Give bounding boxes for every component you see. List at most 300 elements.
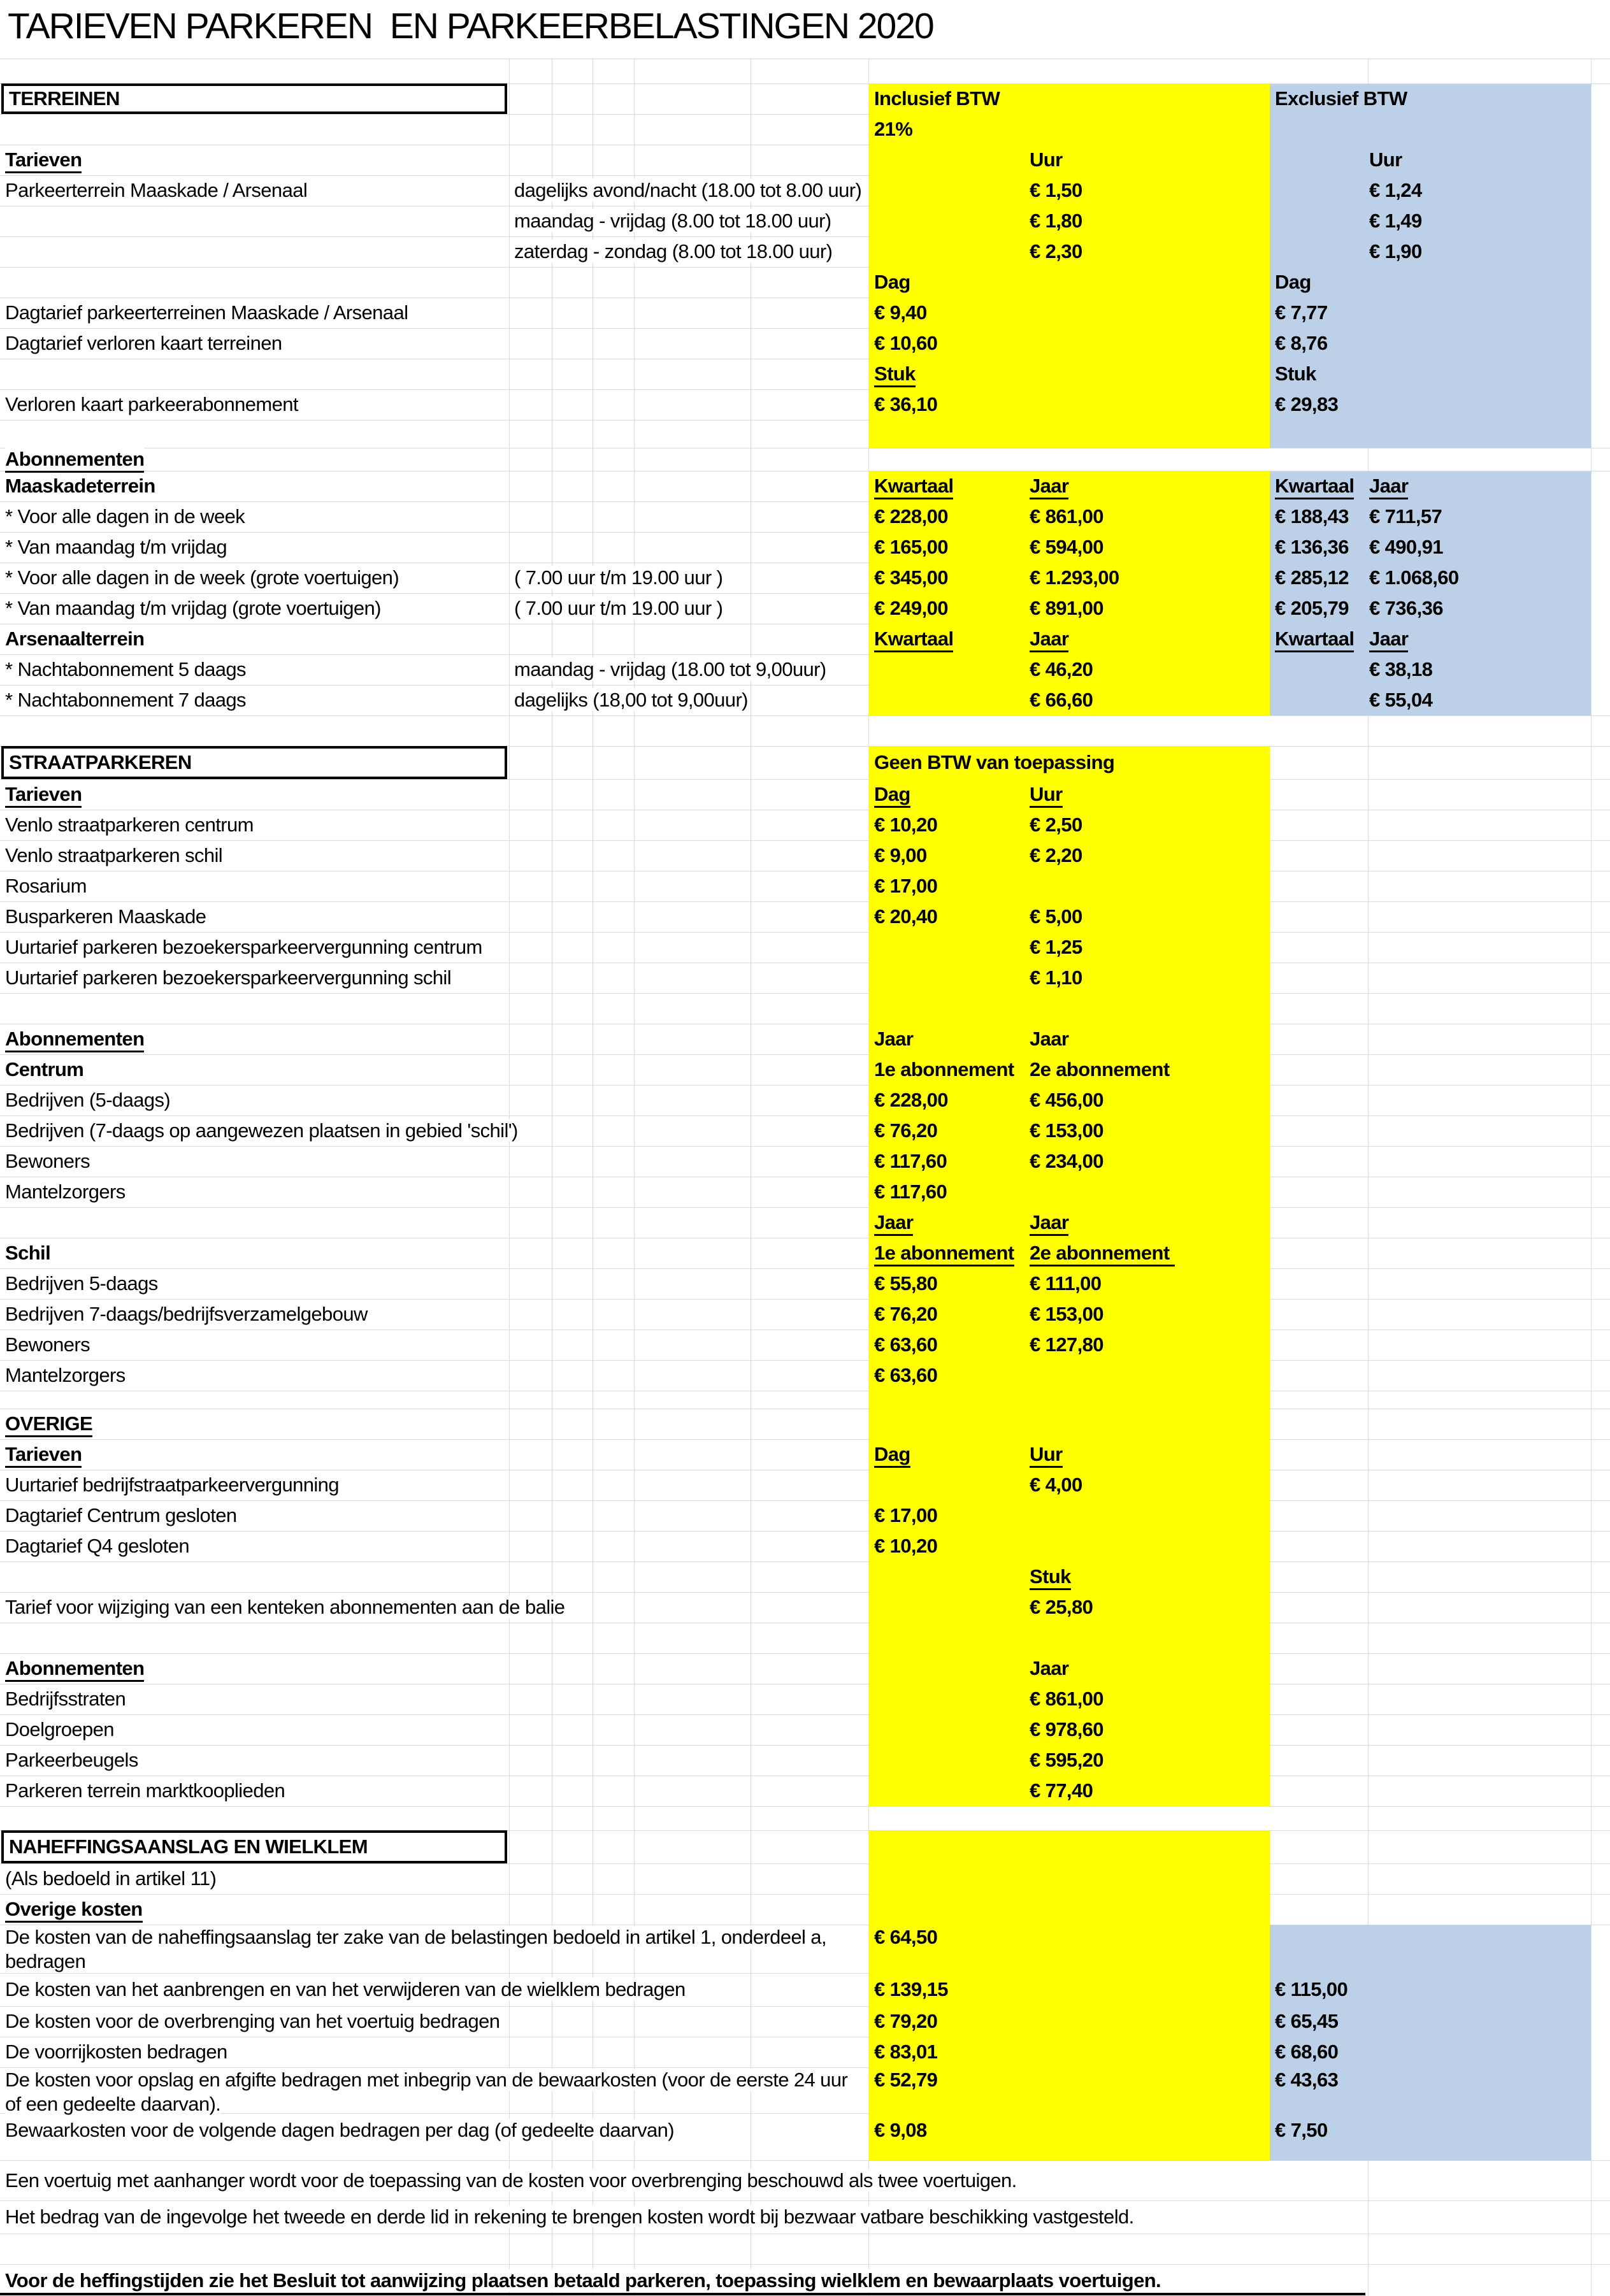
price-cell-excl-1: € 43,63 xyxy=(1275,2069,1339,2091)
price-cell-incl-1 xyxy=(874,1977,948,2002)
price-cell-incl-1 xyxy=(874,1333,937,1357)
row-label xyxy=(5,566,399,590)
section-box-label: TERREINEN xyxy=(9,87,120,110)
price-cell-incl-1 xyxy=(874,1503,937,1528)
section-box-label: NAHEFFINGSAANSLAG EN WIELKLEM xyxy=(9,1835,368,1858)
price-cell-excl-2: € 711,57 xyxy=(1369,505,1442,527)
row-label: Tarief voor wijziging van een kenteken abonnementen aan de balie xyxy=(5,1596,565,1618)
row-label xyxy=(5,1088,170,1112)
price-cell-incl-2: € 1,10 xyxy=(1030,966,1082,989)
table-row xyxy=(0,1360,1610,1391)
row-label: * Nachtabonnement 5 daags xyxy=(5,658,246,680)
price-cell-incl-1 xyxy=(874,782,910,807)
price-cell-excl-1: € 7,50 xyxy=(1275,2119,1328,2141)
price-cell-excl-2 xyxy=(1369,627,1408,651)
table-row xyxy=(0,471,1610,501)
row-sublabel xyxy=(514,209,831,233)
price-cell-incl-2 xyxy=(1030,1088,1103,1112)
price-cell-incl-1 xyxy=(874,1149,947,1173)
price-cell-incl-1: € 55,80 xyxy=(874,1272,938,1295)
price-cell-incl-1 xyxy=(874,1058,1014,1082)
price-cell-excl-1: € 205,79 xyxy=(1275,597,1349,619)
row-label xyxy=(5,627,144,651)
price-cell-incl-1 xyxy=(874,627,953,651)
row-label xyxy=(5,474,155,498)
row-sublabel: dagelijks (18,00 tot 9,00uur) xyxy=(514,689,748,711)
price-cell-incl-1: Kwartaal xyxy=(874,628,953,652)
row-label xyxy=(5,1119,518,1143)
price-cell-incl-2: € 594,00 xyxy=(1030,536,1103,558)
price-cell-incl-1 xyxy=(874,1534,937,1558)
price-cell-incl-2 xyxy=(1030,535,1103,559)
row-label: De kosten van het aanbrengen en van het verwijderen van de wielklem bedragen xyxy=(5,1978,686,2000)
table-row xyxy=(0,1207,1610,1238)
price-cell-excl-2 xyxy=(1369,474,1408,498)
table-row xyxy=(0,779,1610,810)
row-label: Venlo straatparkeren centrum xyxy=(5,814,254,836)
price-cell-incl-2: € 127,80 xyxy=(1030,1333,1103,1356)
row-label xyxy=(5,1473,339,1497)
table-row xyxy=(0,624,1610,654)
table-row xyxy=(0,1268,1610,1299)
price-cell-excl-1: € 285,12 xyxy=(1275,566,1349,589)
row-label: Overige kosten xyxy=(5,1898,143,1923)
price-cell-incl-2 xyxy=(1030,627,1068,651)
price-cell-incl-1: € 36,10 xyxy=(874,393,938,415)
row-label: De kosten van de naheffingsaanslag ter zake van de belastingen bedoeld in artikel 1, onderdeel a, bedragen xyxy=(5,1926,826,1972)
price-cell-incl-2 xyxy=(1030,1241,1175,1265)
price-cell-incl-2 xyxy=(1030,505,1103,529)
price-cell-incl-1 xyxy=(874,474,953,498)
table-row xyxy=(0,1894,1610,1925)
price-cell-incl-2 xyxy=(1030,966,1082,990)
price-cell-excl-2: € 38,18 xyxy=(1369,658,1433,680)
price-cell-incl-2 xyxy=(1030,209,1082,233)
price-cell-incl-1 xyxy=(874,1272,937,1296)
price-cell-excl-1: € 7,77 xyxy=(1275,301,1328,324)
row-label: Dagtarief verloren kaart terreinen xyxy=(5,332,282,354)
price-cell-incl-1: € 9,08 xyxy=(874,2119,927,2141)
section-box-label: STRAATPARKEREN xyxy=(9,751,192,773)
row-label: Tarieven xyxy=(5,1443,82,1468)
price-cell-excl-1: € 65,45 xyxy=(1275,2010,1339,2032)
row-label xyxy=(5,1977,686,2002)
price-cell-excl-1: € 29,83 xyxy=(1275,393,1339,415)
price-cell-incl-1: € 64,50 xyxy=(874,1926,938,1948)
row-sublabel: ( 7.00 uur t/m 19.00 uur ) xyxy=(514,566,723,589)
price-cell-incl-1 xyxy=(874,905,937,929)
row-label xyxy=(5,1656,144,1681)
price-cell-excl-2 xyxy=(1369,535,1443,559)
price-cell-incl-1 xyxy=(874,1442,910,1467)
price-cell-incl-2: Jaar xyxy=(1030,628,1068,652)
price-cell-incl-2: € 1.293,00 xyxy=(1030,566,1119,589)
table-row xyxy=(0,2037,1610,2067)
price-cell-excl-1 xyxy=(1275,596,1349,621)
price-cell-incl-1: € 139,15 xyxy=(874,1978,948,2000)
table-row xyxy=(0,114,1610,145)
row-label xyxy=(5,1272,158,1296)
price-cell-excl-1 xyxy=(1275,474,1354,498)
table-row xyxy=(0,359,1610,389)
price-cell-incl-2: Stuk xyxy=(1030,1565,1071,1590)
price-cell-incl-1: € 63,60 xyxy=(874,1364,938,1386)
price-cell-incl-2 xyxy=(1030,1272,1101,1296)
price-cell-incl-1 xyxy=(874,813,937,837)
price-cell-incl-2 xyxy=(1030,1119,1103,1143)
row-label: Het bedrag van de ingevolge het tweede en derde lid in rekening te brengen kosten wordt bij bezwaar vatbare beschikking vastgesteld. xyxy=(5,2206,1134,2228)
price-cell-incl-2 xyxy=(1030,1565,1071,1589)
row-label: Mantelzorgers xyxy=(5,1180,126,1203)
price-cell-incl-1 xyxy=(874,2009,937,2034)
row-label: * Voor alle dagen in de week xyxy=(5,505,245,527)
price-cell-incl-2 xyxy=(1030,843,1082,868)
price-cell-incl-1 xyxy=(874,750,1114,775)
price-cell-incl-1: Inclusief BTW xyxy=(874,87,1000,110)
price-cell-incl-1 xyxy=(874,331,937,355)
row-label: Bewoners xyxy=(5,1150,90,1172)
row-label: (Als bedoeld in artikel 11) xyxy=(5,1867,217,1890)
table-row xyxy=(0,1745,1610,1776)
price-cell-incl-2: € 891,00 xyxy=(1030,597,1103,619)
table-row xyxy=(0,448,1610,471)
table-row xyxy=(0,1623,1610,1653)
row-label xyxy=(5,1149,90,1173)
price-cell-excl-2 xyxy=(1369,209,1422,233)
row-label: Dagtarief parkeerterreinen Maaskade / Arsenaal xyxy=(5,301,408,324)
row-label: * Voor alle dagen in de week (grote voertuigen) xyxy=(5,566,399,589)
price-cell-excl-1 xyxy=(1275,505,1349,529)
price-cell-incl-1: 1e abonnement xyxy=(874,1242,1014,1266)
price-cell-incl-2 xyxy=(1030,935,1082,959)
price-cell-incl-2: € 153,00 xyxy=(1030,1303,1103,1325)
price-cell-incl-2: € 595,20 xyxy=(1030,1749,1103,1771)
row-label: Venlo straatparkeren schil xyxy=(5,844,223,866)
price-cell-excl-2 xyxy=(1369,178,1422,203)
row-label xyxy=(5,2009,500,2034)
row-label: De voorrijkosten bedragen xyxy=(5,2041,227,2063)
price-cell-incl-1: € 10,60 xyxy=(874,332,938,354)
row-label xyxy=(5,301,408,325)
price-cell-incl-1: 1e abonnement xyxy=(874,1058,1014,1080)
price-cell-incl-2 xyxy=(1030,813,1082,837)
price-cell-incl-1: 21% xyxy=(874,118,913,140)
price-cell-incl-2 xyxy=(1030,1149,1103,1173)
row-label xyxy=(5,178,307,203)
row-label: Dagtarief Q4 gesloten xyxy=(5,1535,189,1557)
price-cell-incl-2: € 861,00 xyxy=(1030,1688,1103,1710)
price-cell-incl-2: € 456,00 xyxy=(1030,1089,1103,1111)
price-cell-incl-1: € 228,00 xyxy=(874,505,948,527)
row-label: Bedrijven (5-daags) xyxy=(5,1089,171,1111)
row-label: Arsenaalterrein xyxy=(5,628,145,650)
price-cell-incl-1: € 17,00 xyxy=(874,875,938,897)
price-cell-incl-2 xyxy=(1030,1595,1093,1619)
price-cell-incl-1: € 249,00 xyxy=(874,597,948,619)
price-cell-excl-2 xyxy=(1369,688,1432,712)
row-label xyxy=(5,331,282,355)
price-cell-incl-1: € 10,20 xyxy=(874,814,938,836)
table-row xyxy=(0,1146,1610,1177)
price-cell-excl-1: € 8,76 xyxy=(1275,332,1328,354)
row-label xyxy=(5,2118,674,2142)
price-cell-incl-1 xyxy=(874,392,937,417)
row-label xyxy=(5,657,246,682)
price-cell-incl-1: Dag xyxy=(874,1443,910,1468)
price-cell-incl-2: € 46,20 xyxy=(1030,658,1093,680)
price-cell-incl-2: 2e abonnement xyxy=(1030,1058,1170,1080)
row-label xyxy=(5,148,82,172)
price-cell-incl-1: € 228,00 xyxy=(874,1089,948,1111)
price-cell-incl-2 xyxy=(1030,596,1103,621)
price-cell-incl-2 xyxy=(1030,1656,1068,1681)
price-cell-incl-1 xyxy=(874,117,912,141)
table-row xyxy=(0,1863,1610,1894)
row-label: Voor de heffingstijden zie het Besluit tot aanwijzing plaatsen betaald parkeren, toepassing wielklem en bewaarplaats voertuigen. xyxy=(5,2269,1161,2292)
table-row xyxy=(0,871,1610,901)
price-cell-incl-1: € 79,20 xyxy=(874,2010,938,2032)
price-cell-excl-2 xyxy=(1369,596,1443,621)
price-cell-excl-2 xyxy=(1369,505,1442,529)
price-cell-incl-2: € 2,30 xyxy=(1030,240,1082,262)
row-sublabel: maandag - vrijdag (18.00 tot 9,00uur) xyxy=(514,658,826,680)
section-box xyxy=(1,746,507,779)
row-label: * Nachtabonnement 7 daags xyxy=(5,689,246,711)
row-label xyxy=(5,843,222,868)
price-cell-incl-2: € 4,00 xyxy=(1030,1474,1082,1496)
price-cell-incl-2: Jaar xyxy=(1030,1657,1069,1679)
row-sublabel: zaterdag - zondag (8.00 tot 18.00 uur) xyxy=(514,240,833,262)
price-cell-incl-1: € 76,20 xyxy=(874,1119,938,1142)
price-cell-incl-1 xyxy=(874,874,937,898)
price-cell-excl-2: € 490,91 xyxy=(1369,536,1443,558)
price-cell-incl-2 xyxy=(1030,240,1082,264)
table-row xyxy=(0,1714,1610,1745)
price-cell-incl-2 xyxy=(1030,1058,1170,1082)
price-cell-incl-1 xyxy=(874,1210,913,1235)
row-label: Uurtarief parkeren bezoekersparkeervergunning centrum xyxy=(5,936,482,958)
price-cell-incl-1 xyxy=(874,1302,937,1326)
table-row xyxy=(0,1684,1610,1714)
price-cell-incl-2 xyxy=(1030,782,1063,807)
price-cell-incl-2: € 1,50 xyxy=(1030,179,1082,201)
row-label xyxy=(5,688,246,712)
page-title: TARIEVEN PARKEREN EN PARKEERBELASTINGEN 2020 xyxy=(8,6,933,47)
price-cell-incl-1: € 52,79 xyxy=(874,2069,938,2091)
price-cell-incl-1 xyxy=(874,535,948,559)
row-label xyxy=(5,1503,236,1528)
table-row xyxy=(0,532,1610,563)
row-label: Bewoners xyxy=(5,1333,90,1356)
price-cell-incl-2 xyxy=(1030,1687,1103,1711)
table-row xyxy=(0,1391,1610,1409)
row-label: Bedrijfsstraten xyxy=(5,1688,126,1710)
row-label xyxy=(5,1897,143,1921)
row-label: Schil xyxy=(5,1242,51,1264)
price-cell-excl-1 xyxy=(1275,362,1316,386)
table-row xyxy=(0,1177,1610,1207)
price-cell-incl-2 xyxy=(1030,905,1082,929)
row-label: Busparkeren Maaskade xyxy=(5,905,206,928)
row-label xyxy=(5,1748,138,1772)
row-sublabel xyxy=(514,596,722,621)
price-cell-incl-1 xyxy=(874,1180,947,1204)
row-label: Abonnementen xyxy=(5,1028,144,1052)
price-cell-excl-1: € 68,60 xyxy=(1275,2041,1339,2063)
table-row xyxy=(0,1054,1610,1085)
table-row xyxy=(0,1500,1610,1531)
row-label xyxy=(5,935,482,959)
price-cell-incl-1 xyxy=(874,2068,937,2092)
price-cell-incl-2 xyxy=(1030,1302,1103,1326)
table-row xyxy=(0,2234,1610,2264)
price-cell-excl-2: € 1.068,60 xyxy=(1369,566,1459,589)
row-label: OVERIGE xyxy=(5,1412,92,1437)
price-cell-excl-1: € 136,36 xyxy=(1275,536,1349,558)
price-cell-excl-1 xyxy=(1275,2118,1328,2142)
price-cell-incl-1 xyxy=(874,1088,948,1112)
row-sublabel: maandag - vrijdag (8.00 tot 18.00 uur) xyxy=(514,210,831,232)
price-cell-incl-1: Kwartaal xyxy=(874,475,953,499)
price-cell-incl-2: € 1,80 xyxy=(1030,210,1082,232)
row-label: Abonnementen xyxy=(5,1657,144,1682)
price-cell-excl-1: Kwartaal xyxy=(1275,475,1354,499)
row-label xyxy=(5,813,254,837)
price-cell-incl-2 xyxy=(1030,1333,1103,1357)
price-cell-excl-1: Exclusief BTW xyxy=(1275,87,1407,110)
price-cell-incl-2 xyxy=(1030,1442,1063,1467)
row-label: Een voertuig met aanhanger wordt voor de toepassing van de kosten voor overbrenging beschouwd als twee voertuigen. xyxy=(5,2169,1017,2192)
price-cell-incl-1 xyxy=(874,1925,937,1949)
price-cell-incl-2: 2e abonnement xyxy=(1030,1242,1175,1266)
price-cell-incl-1: € 9,40 xyxy=(874,301,927,324)
price-cell-incl-2: € 66,60 xyxy=(1030,689,1093,711)
table-row xyxy=(0,1531,1610,1561)
price-cell-excl-1: Kwartaal xyxy=(1275,628,1354,652)
row-label: Uurtarief parkeren bezoekersparkeervergunning schil xyxy=(5,966,452,989)
price-cell-incl-2: € 1,25 xyxy=(1030,936,1082,958)
price-cell-incl-2: € 2,50 xyxy=(1030,814,1082,836)
price-cell-incl-1 xyxy=(874,87,1000,111)
price-cell-incl-1 xyxy=(874,362,916,386)
price-cell-incl-2: Uur xyxy=(1030,1443,1063,1468)
price-cell-incl-1 xyxy=(874,2040,937,2064)
row-label xyxy=(5,1412,92,1436)
table-row xyxy=(0,1439,1610,1470)
price-cell-incl-1: Geen BTW van toepassing xyxy=(874,751,1115,773)
price-cell-excl-2: € 1,24 xyxy=(1369,179,1422,201)
row-label: De kosten voor de overbrenging van het voertuig bedragen xyxy=(5,2010,500,2032)
row-label xyxy=(5,1180,126,1204)
price-cell-incl-2: Jaar xyxy=(1030,475,1068,499)
table-row xyxy=(0,1238,1610,1268)
price-cell-excl-1 xyxy=(1275,87,1407,111)
price-cell-incl-2 xyxy=(1030,1718,1103,1742)
price-cell-incl-2: Uur xyxy=(1030,783,1063,808)
bottom-border xyxy=(0,2293,1365,2295)
row-label: Tarieven xyxy=(5,783,82,808)
row-label: Bedrijven 7-daags/bedrijfsverzamelgebouw xyxy=(5,1303,368,1325)
price-cell-incl-1: € 117,60 xyxy=(874,1180,947,1203)
price-cell-incl-1 xyxy=(874,270,910,294)
price-cell-incl-1: € 117,60 xyxy=(874,1150,947,1172)
price-cell-excl-2: Jaar xyxy=(1369,475,1408,499)
table-row xyxy=(0,1653,1610,1684)
price-cell-incl-2 xyxy=(1030,1779,1093,1803)
price-cell-excl-2: € 736,36 xyxy=(1369,597,1443,619)
price-cell-incl-2: € 111,00 xyxy=(1030,1272,1102,1295)
row-label xyxy=(5,1333,90,1357)
price-cell-incl-1 xyxy=(874,566,948,590)
price-cell-incl-2 xyxy=(1030,474,1068,498)
price-cell-incl-2 xyxy=(1030,566,1119,590)
price-cell-excl-1: € 115,00 xyxy=(1275,1978,1348,2000)
table-row xyxy=(0,1330,1610,1360)
row-label: * Van maandag t/m vrijdag (grote voertuigen) xyxy=(5,597,381,619)
row-sublabel xyxy=(514,566,722,590)
price-cell-excl-1 xyxy=(1275,566,1349,590)
price-cell-incl-1 xyxy=(874,301,927,325)
row-label xyxy=(5,447,144,471)
price-cell-incl-1 xyxy=(874,2118,927,2142)
price-cell-excl-2: Uur xyxy=(1369,148,1402,171)
row-label: De kosten voor opslag en afgifte bedragen met inbegrip van de bewaarkosten (voor de eerste 24 uur of een gedeelte daarvan). xyxy=(5,2069,848,2115)
row-label xyxy=(5,1718,114,1742)
row-label: Tarieven xyxy=(5,148,82,173)
price-cell-incl-2: Uur xyxy=(1030,148,1063,171)
row-label xyxy=(5,1867,216,1891)
row-label: Abonnementen xyxy=(5,448,144,473)
row-label xyxy=(5,905,206,929)
row-label xyxy=(5,1241,50,1265)
row-label xyxy=(5,1779,285,1803)
price-cell-excl-1 xyxy=(1275,2040,1338,2064)
price-cell-incl-1: Dag xyxy=(874,271,910,293)
row-sublabel xyxy=(514,688,748,712)
row-label: Mantelzorgers xyxy=(5,1364,126,1386)
table-row xyxy=(0,840,1610,871)
price-cell-incl-2: € 234,00 xyxy=(1030,1150,1103,1172)
row-label: Bewaarkosten voor de volgende dagen bedragen per dag (of gedeelte daarvan) xyxy=(5,2119,675,2141)
price-cell-incl-1: € 345,00 xyxy=(874,566,948,589)
row-label xyxy=(5,1058,83,1082)
row-label: Verloren kaart parkeerabonnement xyxy=(5,393,298,415)
row-label xyxy=(5,505,245,529)
price-cell-incl-1: € 17,00 xyxy=(874,1504,938,1526)
row-sublabel: ( 7.00 uur t/m 19.00 uur ) xyxy=(514,597,723,619)
price-cell-incl-2 xyxy=(1030,148,1063,172)
price-cell-excl-1 xyxy=(1275,1977,1348,2002)
price-cell-incl-1: Jaar xyxy=(874,1211,913,1236)
row-label: Rosarium xyxy=(5,875,87,897)
price-cell-incl-2: Jaar xyxy=(1030,1211,1068,1236)
row-sublabel xyxy=(514,657,826,682)
row-label xyxy=(5,966,451,990)
table-row xyxy=(0,267,1610,298)
row-label xyxy=(5,2068,865,2116)
price-cell-excl-1 xyxy=(1275,2009,1338,2034)
price-cell-excl-2 xyxy=(1369,240,1422,264)
row-label xyxy=(5,1925,865,1974)
row-label xyxy=(5,2205,1134,2229)
table-row xyxy=(0,1024,1610,1054)
price-cell-incl-1: € 83,01 xyxy=(874,2041,938,2063)
row-label xyxy=(5,2169,1017,2193)
price-cell-incl-1: Dag xyxy=(874,783,910,808)
row-sublabel xyxy=(514,240,832,264)
table-row xyxy=(0,1085,1610,1116)
price-cell-excl-1 xyxy=(1275,331,1328,355)
